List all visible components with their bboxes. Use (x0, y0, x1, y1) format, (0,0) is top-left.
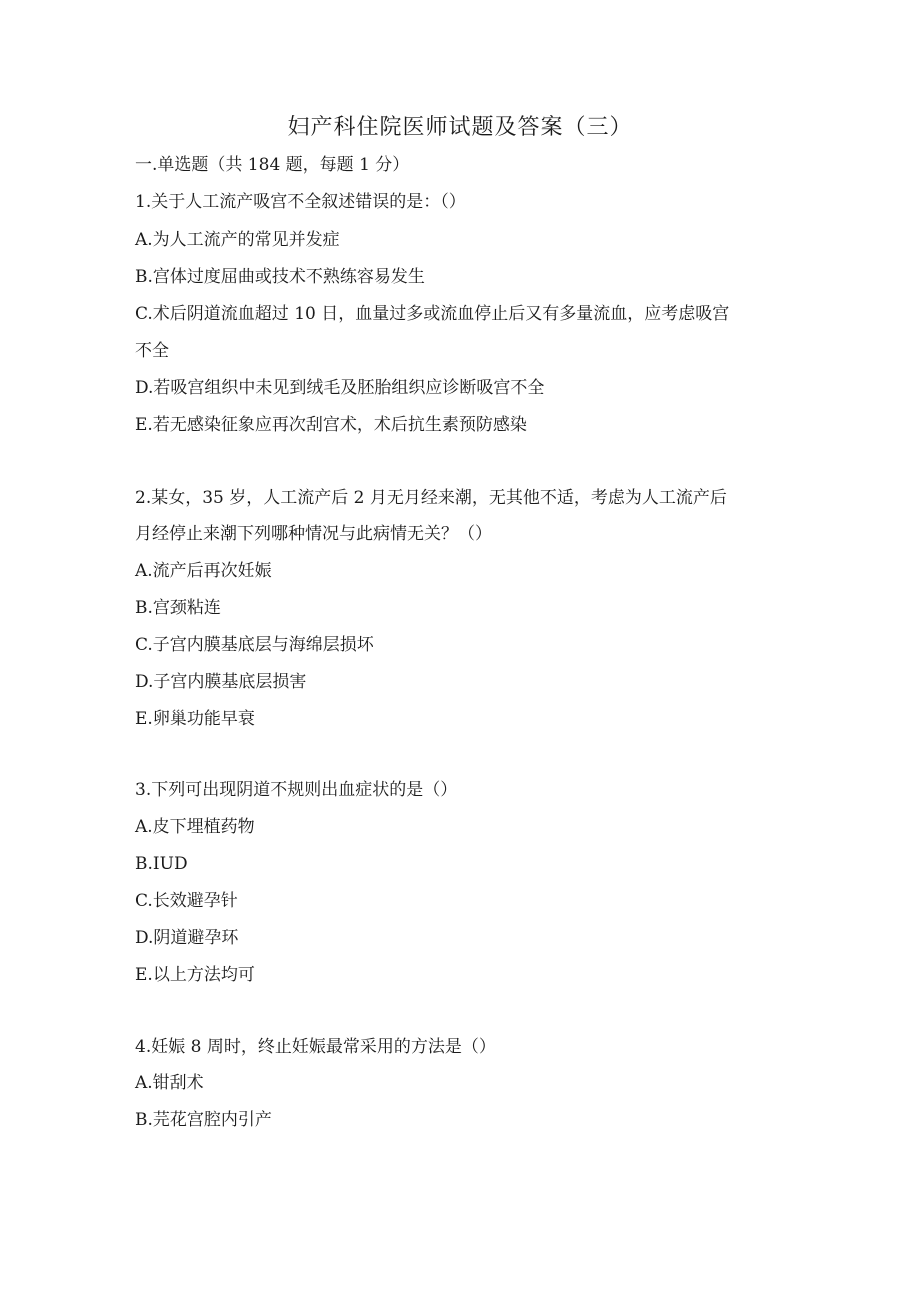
question-2-option-a: A.流产后再次妊娠 (135, 561, 272, 581)
question-3-option-d: D.阴道避孕环 (135, 928, 239, 948)
question-4-option-b: B.芫花宫腔内引产 (135, 1110, 272, 1130)
question-2-stem: 2.某女，35 岁，人工流产后 2 月无月经来潮，无其他不适，考虑为人工流产后 (135, 488, 727, 508)
question-1-option-a: A.为人工流产的常见并发症 (135, 230, 340, 250)
question-3-option-b: B.IUD (135, 854, 188, 874)
document-title: 妇产科住院医师试题及答案（三） (287, 115, 633, 140)
question-4-stem: 4.妊娠 8 周时，终止妊娠最常采用的方法是（） (135, 1037, 496, 1057)
section-heading: 一.单选题（共 184 题，每题 1 分） (135, 155, 410, 175)
question-1-option-c-cont: 不全 (135, 341, 169, 361)
question-2-option-c: C.子宫内膜基底层与海绵层损坏 (135, 635, 374, 655)
question-4-option-a: A.钳刮术 (135, 1073, 204, 1093)
question-1-option-e: E.若无感染征象应再次刮宫术，术后抗生素预防感染 (135, 415, 527, 435)
question-1-stem: 1.关于人工流产吸宫不全叙述错误的是：（） (135, 192, 466, 212)
question-3-option-e: E.以上方法均可 (135, 965, 255, 985)
question-3-stem: 3.下列可出现阴道不规则出血症状的是（） (135, 780, 458, 800)
question-3-option-c: C.长效避孕针 (135, 891, 238, 911)
question-2-option-b: B.宫颈粘连 (135, 598, 221, 618)
question-1-option-c: C.术后阴道流血超过 10 日，血量过多或流血停止后又有多量流血，应考虑吸宫 (135, 304, 730, 324)
question-2-option-e: E.卵巢功能早衰 (135, 709, 255, 729)
question-3-option-a: A.皮下埋植药物 (135, 817, 255, 837)
question-1-option-d: D.若吸宫组织中未见到绒毛及胚胎组织应诊断吸宫不全 (135, 378, 545, 398)
question-2-option-d: D.子宫内膜基底层损害 (135, 672, 307, 692)
question-2-stem-cont: 月经停止来潮下列哪种情况与此病情无关？（） (135, 524, 492, 544)
question-1-option-b: B.宫体过度屈曲或技术不熟练容易发生 (135, 267, 425, 287)
